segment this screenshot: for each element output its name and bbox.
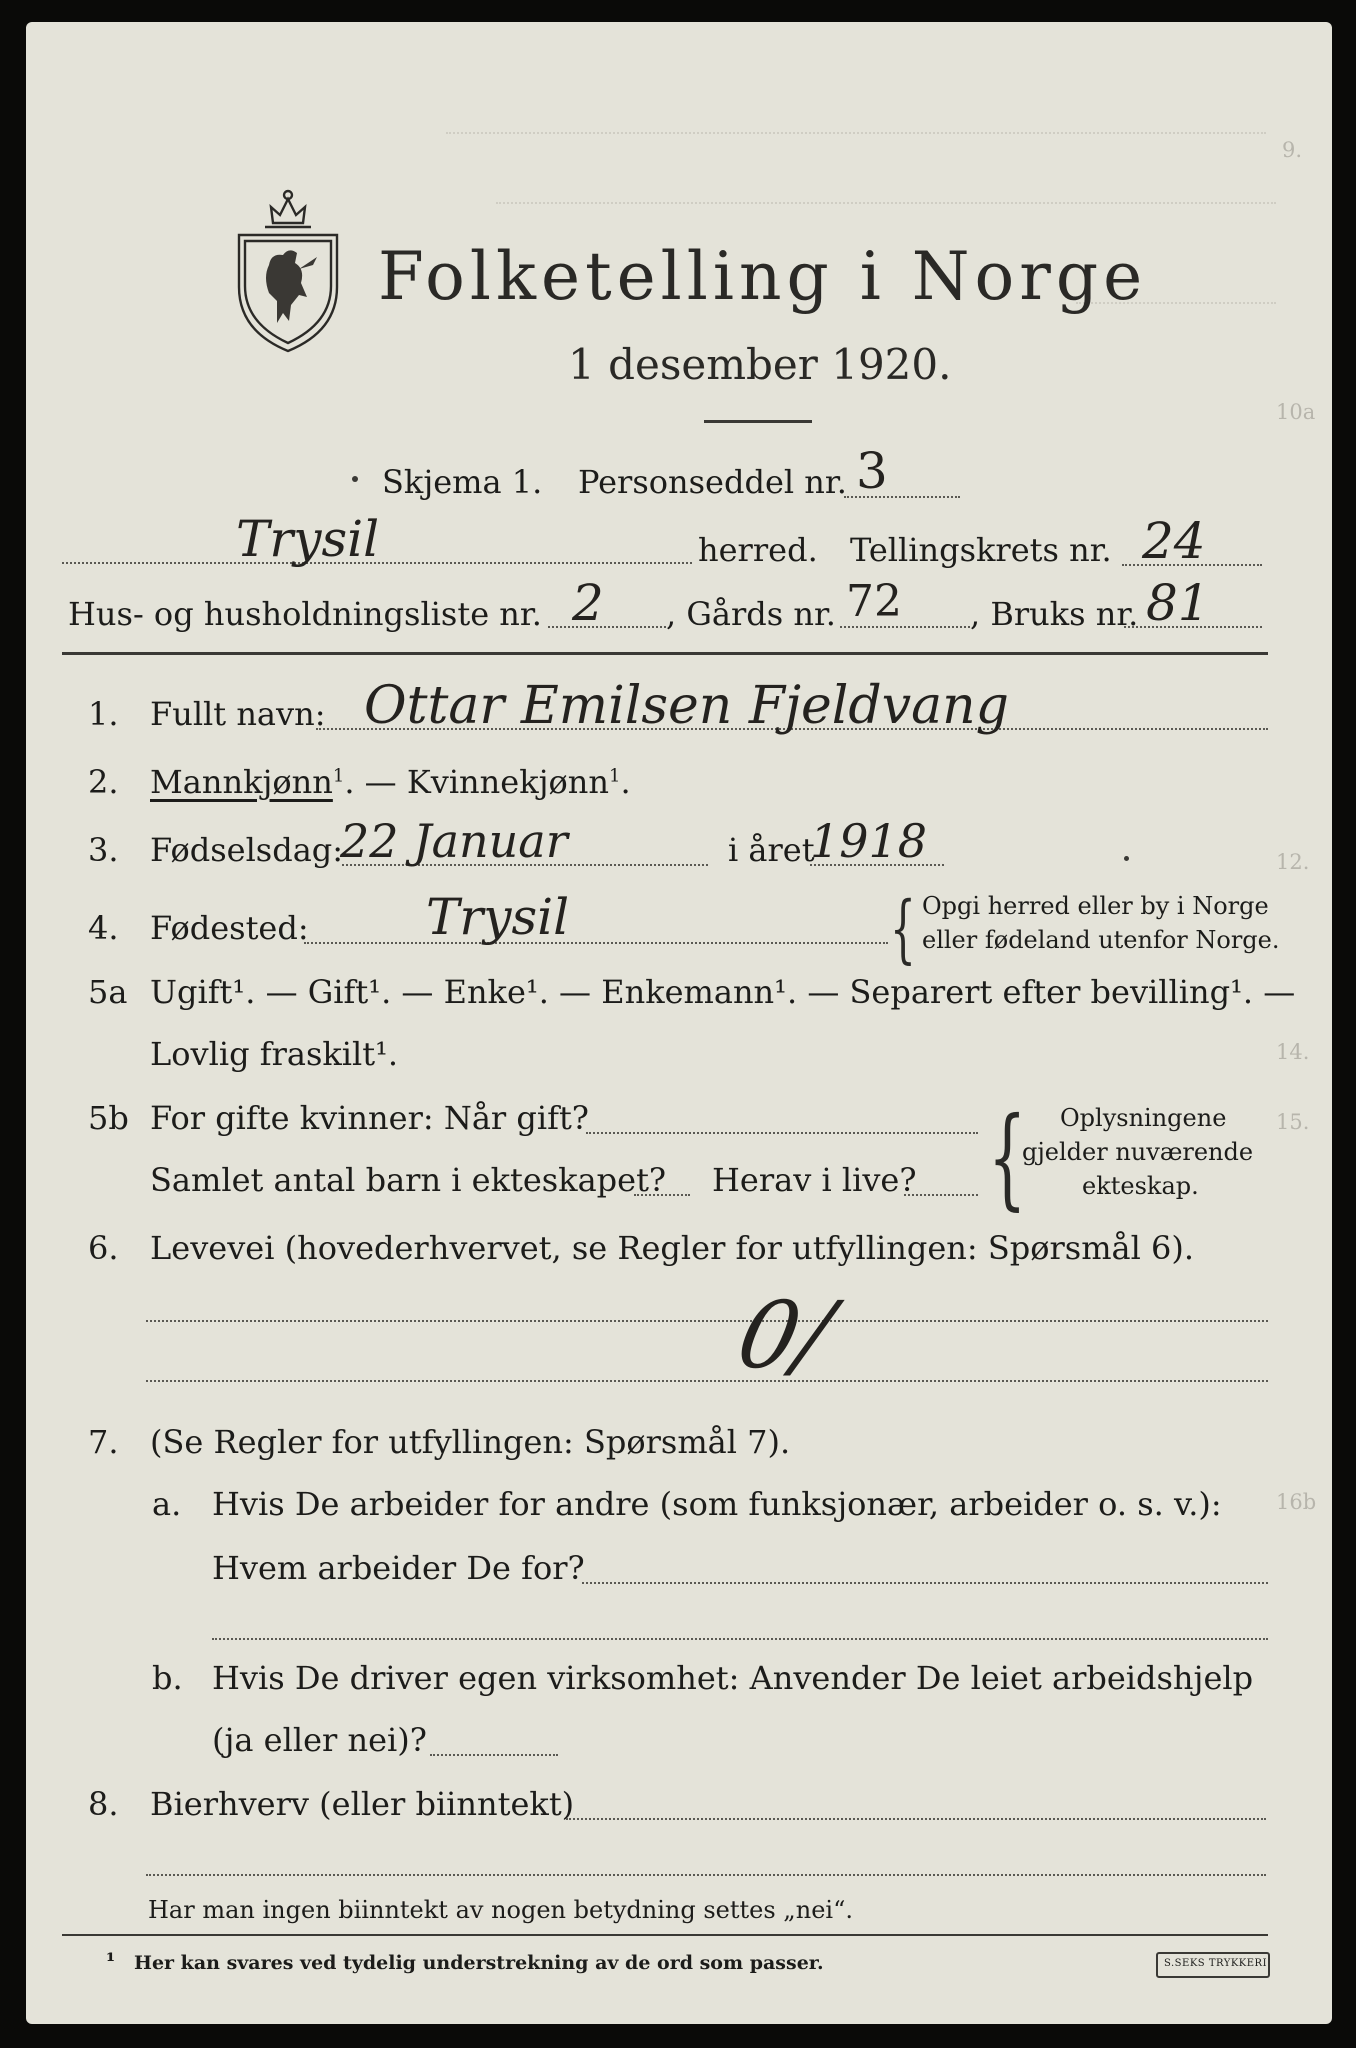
show-through-text: 10a bbox=[1276, 400, 1316, 424]
q7-label: (Se Regler for utfyllingen: Spørsmål 7). bbox=[150, 1423, 791, 1461]
husholdningsliste-label: Hus- og husholdningsliste nr. bbox=[68, 595, 542, 633]
q7a-question: Hvis De arbeider for andre (som funksjonær, arbeider o. s. v.): bbox=[212, 1485, 1222, 1523]
levevei-mark[interactable]: 0/ bbox=[728, 1282, 842, 1389]
show-through-text: 9. bbox=[1282, 138, 1303, 162]
form-title: Folketelling i Norge bbox=[378, 238, 1148, 315]
fodested-note-line-2: eller fødeland utenfor Norge. bbox=[922, 926, 1280, 954]
separator: . — bbox=[344, 763, 407, 801]
footnote-marker: 1 bbox=[609, 765, 621, 787]
norway-coat-of-arms-icon bbox=[233, 185, 343, 355]
skjema-label: Skjema 1. bbox=[382, 463, 543, 501]
antal-barn-field-line bbox=[634, 1194, 690, 1196]
fullt-navn-label: Fullt navn: bbox=[150, 695, 326, 733]
herav-i-live-label: Herav i live? bbox=[712, 1161, 917, 1199]
levevei-field-line-2 bbox=[146, 1380, 1268, 1382]
year-value[interactable]: 1918 bbox=[810, 814, 928, 868]
ingen-biinntekt-note: Har man ingen biinntekt av nogen betydning settes „nei“. bbox=[148, 1896, 853, 1924]
q7b-marker: b. bbox=[152, 1659, 183, 1697]
brace: { bbox=[890, 886, 916, 972]
bierhverv-field-line-1 bbox=[566, 1818, 1266, 1820]
personseddel-value[interactable]: 3 bbox=[856, 442, 888, 500]
levevei-label: Levevei (hovederhvervet, se Regler for utfyllingen: Spørsmål 6). bbox=[150, 1229, 1195, 1267]
bullet-dot bbox=[352, 476, 358, 482]
herred-label: herred. bbox=[698, 531, 818, 569]
tellingskrets-value[interactable]: 24 bbox=[1142, 512, 1206, 570]
gards-value[interactable]: 72 bbox=[846, 576, 902, 627]
question-7-number: 7. bbox=[88, 1423, 119, 1461]
hvem-arbeider-field-line-2 bbox=[212, 1638, 1268, 1640]
question-2-number: 2. bbox=[88, 763, 119, 801]
show-through-text: 12. bbox=[1276, 850, 1310, 874]
q7a-marker: a. bbox=[152, 1485, 182, 1523]
question-4-number: 4. bbox=[88, 909, 119, 947]
census-form-sheet bbox=[26, 22, 1332, 2024]
fodested-label: Fødested: bbox=[150, 909, 309, 947]
year-label: i året bbox=[728, 831, 815, 869]
bruks-label: , Bruks nr. bbox=[970, 595, 1139, 633]
personseddel-label: Personseddel nr. bbox=[578, 463, 847, 501]
levevei-field-line-1 bbox=[146, 1320, 1268, 1322]
nar-gift-field-line bbox=[586, 1132, 978, 1134]
nar-gift-label: For gifte kvinner: Når gift? bbox=[150, 1099, 589, 1137]
footnote-divider bbox=[62, 1934, 1268, 1936]
fullt-navn-value[interactable]: Ottar Emilsen Fjeldvang bbox=[364, 676, 1009, 736]
q7b-question: Hvis De driver egen virksomhet: Anvender De leiet arbeidshjelp bbox=[212, 1659, 1254, 1697]
tellingskrets-label: Tellingskrets nr. bbox=[850, 531, 1112, 569]
question-1-number: 1. bbox=[88, 695, 119, 733]
oplysningene-note-line-3: ekteskap. bbox=[1082, 1172, 1199, 1200]
marital-status-options[interactable]: Ugift¹. — Gift¹. — Enke¹. — Enkemann¹. — Separert efter bevilling¹. — bbox=[150, 973, 1296, 1011]
question-6-number: 6. bbox=[88, 1229, 119, 1267]
fodselsdag-label: Fødselsdag: bbox=[150, 831, 344, 869]
ja-eller-nei-label: (ja eller nei)? bbox=[212, 1721, 427, 1759]
marital-status-options-cont[interactable]: Lovlig fraskilt¹. bbox=[150, 1035, 399, 1073]
question-8-number: 8. bbox=[88, 1785, 119, 1823]
question-5a-number: 5a bbox=[88, 973, 128, 1011]
census-date: 1 desember 1920. bbox=[568, 340, 952, 389]
fodested-value[interactable]: Trysil bbox=[426, 888, 570, 946]
option-kvinnekjonn[interactable]: Kvinnekjønn bbox=[406, 763, 609, 801]
show-through-line bbox=[496, 202, 1276, 204]
bruks-value[interactable]: 81 bbox=[1146, 574, 1210, 632]
show-through-text: 16b bbox=[1276, 1490, 1317, 1514]
oplysningene-note-line-1: Oplysningene bbox=[1060, 1104, 1227, 1132]
footnote-marker: ¹ bbox=[106, 1948, 116, 1973]
gender-options bbox=[150, 763, 631, 801]
fodested-note-line-1: Opgi herred eller by i Norge bbox=[922, 892, 1269, 920]
question-5b-number: 5b bbox=[88, 1099, 129, 1137]
question-3-number: 3. bbox=[88, 831, 119, 869]
option-mannkjonn[interactable]: Mannkjønn bbox=[150, 763, 333, 801]
title-divider bbox=[704, 420, 812, 423]
printer-stamp bbox=[1156, 1952, 1270, 1978]
hvem-arbeider-label: Hvem arbeider De for? bbox=[212, 1549, 585, 1587]
gards-label: , Gårds nr. bbox=[666, 595, 836, 633]
herav-i-live-field-line bbox=[904, 1194, 978, 1196]
fodselsdag-value[interactable]: 22 Januar bbox=[340, 814, 568, 868]
header-section-divider bbox=[62, 652, 1268, 655]
ink-spot bbox=[1124, 856, 1129, 861]
hvem-arbeider-field-line-1 bbox=[582, 1582, 1268, 1584]
footnote-marker: 1 bbox=[332, 765, 345, 787]
printer-stamp-text: S.SEKS TRYKKERI bbox=[1164, 1958, 1268, 1969]
bierhverv-field-line-2 bbox=[146, 1874, 1266, 1876]
ja-eller-nei-field-line bbox=[430, 1754, 558, 1756]
fodested-field-line bbox=[304, 942, 888, 944]
footnote-text: Her kan svares ved tydelig understrekning av de ord som passer. bbox=[134, 1952, 824, 1974]
show-through-line bbox=[446, 132, 1266, 134]
bierhverv-label: Bierhverv (eller biinntekt) bbox=[150, 1785, 575, 1823]
show-through-text: 15. bbox=[1276, 1110, 1310, 1134]
oplysningene-note-line-2: gjelder nuværende bbox=[1022, 1138, 1254, 1166]
period: . bbox=[620, 763, 631, 801]
brace: { bbox=[988, 1093, 1027, 1221]
antal-barn-label: Samlet antal barn i ekteskapet? bbox=[150, 1161, 667, 1199]
show-through-text: 14. bbox=[1276, 1040, 1310, 1064]
husholdningsliste-field-line bbox=[548, 626, 666, 628]
husholdningsliste-value[interactable]: 2 bbox=[572, 574, 604, 632]
herred-value[interactable]: Trysil bbox=[236, 510, 380, 568]
